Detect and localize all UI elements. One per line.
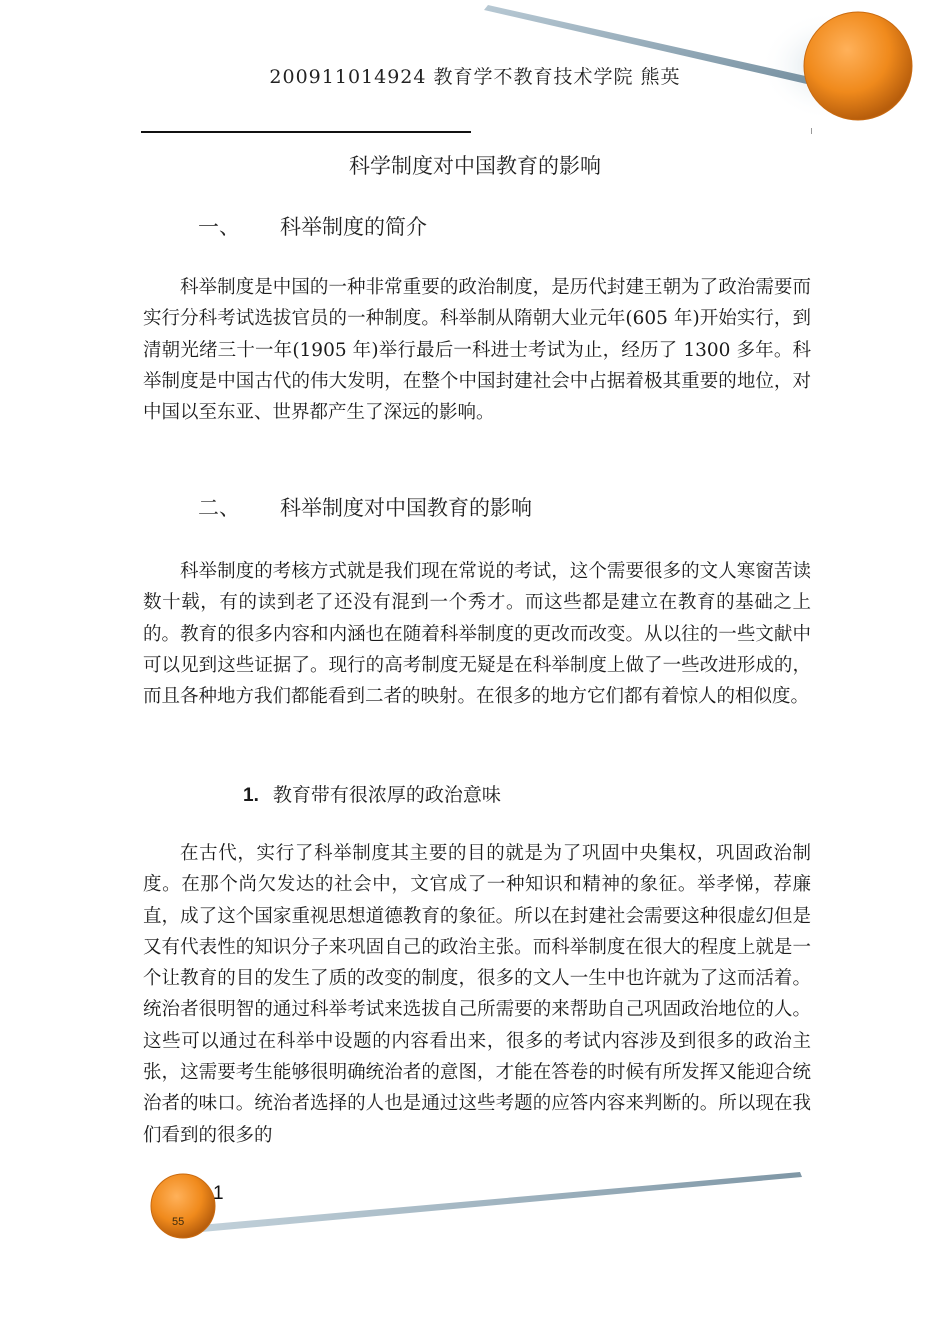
footer-ornament-ball — [151, 1174, 215, 1238]
footer-ornament-bar — [200, 1172, 802, 1232]
section-2-number: 二、 — [198, 496, 240, 520]
subsection-1-paragraph: 在古代，实行了科举制度其主要的目的就是为了巩固中央集权，巩固政治制度。在那个尚欠发达的社会中，文官成了一种知识和精神的象征。举孝悌，荐廉直，成了这个国家重视思想道德教育的象征。所以在封建社会需要这种很虚幻但是又有代表性的知识分子来巩固自己的政治主张。而科举制度在很大的程度上就是一个让教育的目的发生了质的改变的制度，很多的文人一生中也许就为了这而活着。统治者很明智的通过科举考试来选拔自己所需要的来帮助自己巩固政治地位的人。这些可以通过在科举中设题的内容看出来，很多的考试内容涉及到很多的政治主张，这需要考生能够很明确统治者的意图，才能在答卷的时候有所发挥又能迎合统治者的味口。统治者选择的人也是通过这些考题的应答内容来判断的。所以现在我们看到的很多的 — [143, 843, 811, 1146]
header-author-line: 200911014924 教育学不教育技术学院 熊英 — [269, 66, 681, 88]
footer-ornament — [0, 1150, 950, 1260]
subsection-1-title: 教育带有很浓厚的政治意味 — [272, 784, 501, 806]
page-number: 55 — [172, 1216, 185, 1228]
section-1-heading — [198, 211, 427, 241]
section-2-heading — [198, 492, 532, 522]
section-2-paragraph: 科举制度的考核方式就是我们现在常说的考试，这个需要很多的文人寒窗苦读数十载，有的读到老了还没有混到一个秀才。而这些都是建立在教育的基础之上的。教育的很多内容和内涵也在随着科举制度的更改而改变。从以往的一些文献中可以见到这些证据了。现行的高考制度无疑是在科举制度上做了一些改进形成的，而且各种地方我们都能看到二者的映射。在很多的地方它们都有着惊人的相似度。 — [143, 561, 811, 708]
section-1-paragraph: 科举制度是中国的一种非常重要的政治制度，是历代封建王朝为了政治需要而实行分科考试选拔官员的一种制度。科举制从隋朝大业元年(605 年)开始实行，到清朝光绪三十一年(1905 年)举行最后一科进士考试为止，经历了 1300 多年。科举制度是中国古代的伟大发明，在整个中国封建社会中占据着极其重要的地位，对中国以至东亚、世界都产生了深远的影响。 — [143, 277, 811, 424]
section-1-title: 科举制度的简介 — [280, 215, 427, 239]
header-rule — [141, 131, 471, 133]
section-1-number: 一、 — [198, 215, 240, 239]
page-digit: 1 — [213, 1183, 224, 1204]
section-2-title: 科举制度对中国教育的影响 — [280, 496, 532, 520]
header-tick — [811, 128, 812, 134]
subsection-1-heading — [243, 780, 501, 807]
document-title: 科学制度对中国教育的影响 — [349, 154, 601, 178]
subsection-1-number: 1. — [243, 785, 259, 806]
